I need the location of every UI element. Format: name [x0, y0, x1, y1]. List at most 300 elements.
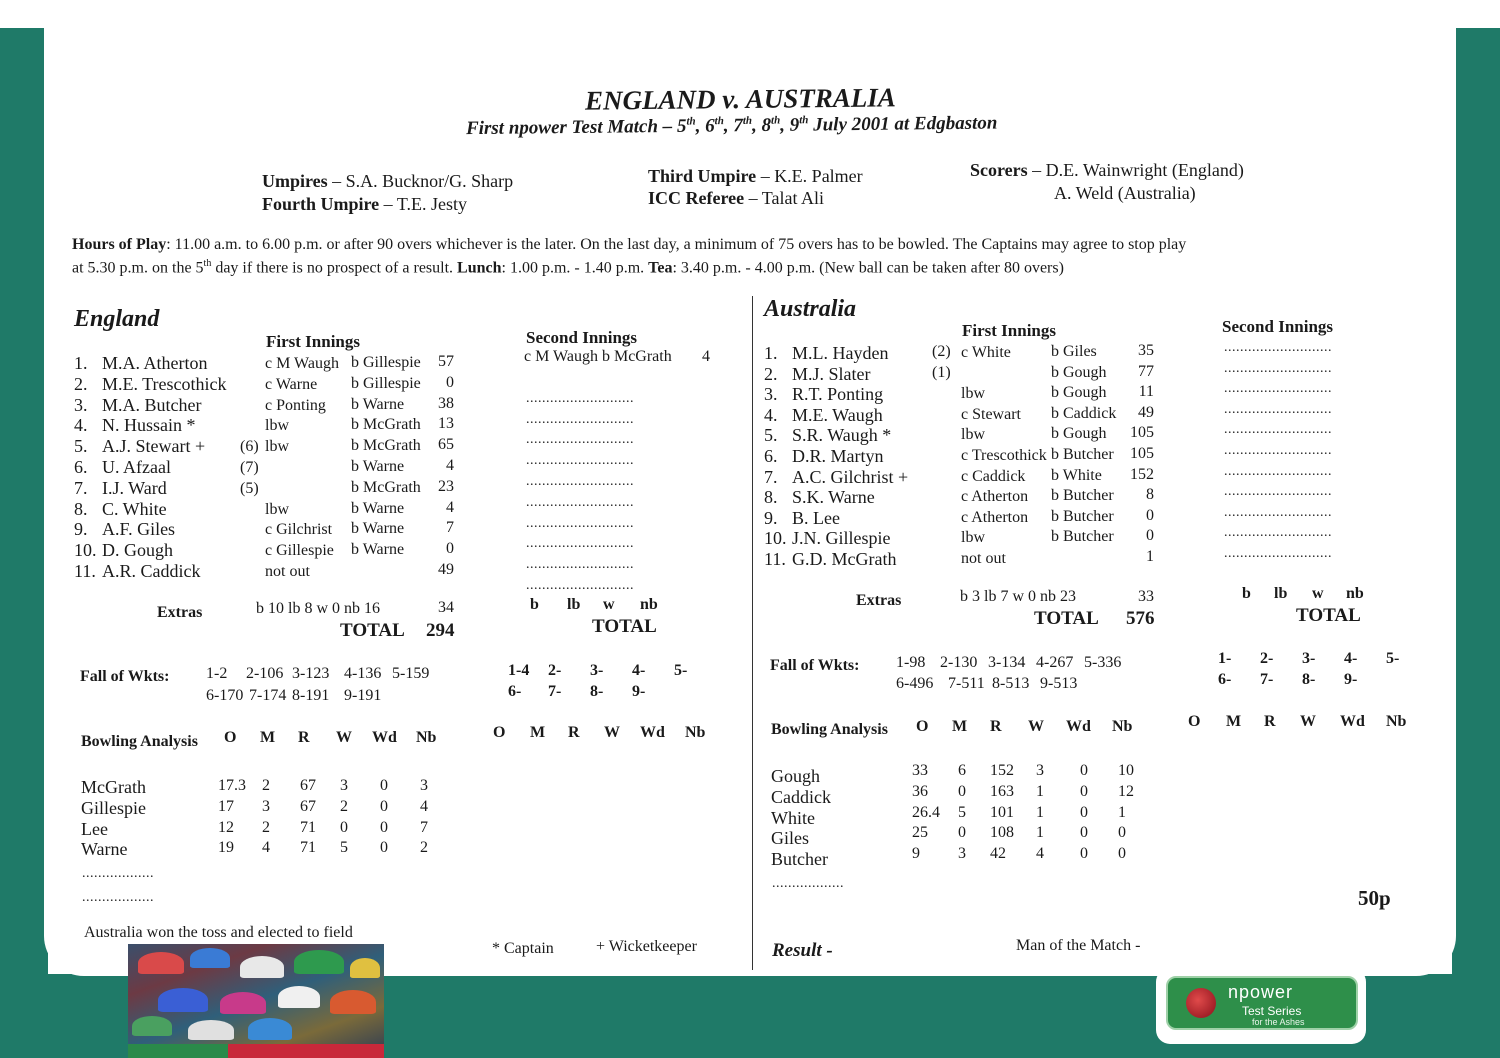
bowling-col-header: Nb [1386, 713, 1407, 730]
australia-total: 576 [1126, 608, 1155, 629]
bowler-name: White [771, 807, 815, 828]
batsman-number: 8. [74, 498, 88, 519]
bowler: b Butcher [1051, 507, 1114, 525]
batsman-runs: 8 [1146, 486, 1154, 504]
bowling-figure: 0 [340, 818, 348, 836]
bowling-figure: 26.4 [912, 803, 940, 821]
second-extras-item: lb [1274, 585, 1288, 602]
dotted-line: ........................... [526, 411, 634, 427]
fourth-umpire: Fourth Umpire – T.E. Jesty [262, 194, 468, 214]
batsman-runs: 4 [446, 457, 454, 474]
dismissal: lbw [265, 438, 289, 456]
batsman-runs: 0 [1146, 506, 1154, 524]
australia-extras-detail: b 3 lb 7 w 0 nb 23 [960, 588, 1076, 605]
dismissal: lbw [961, 426, 985, 444]
captain-key: * Captain [492, 940, 554, 957]
wicketkeeper-key: + Wicketkeeper [596, 938, 697, 955]
batsman-number: 9. [764, 507, 778, 528]
dotted-line: ........................... [526, 474, 634, 489]
england-extras-label: Extras [157, 604, 203, 621]
bowling-col-header: W [1028, 718, 1044, 735]
fow-entry: 7- [1260, 671, 1274, 688]
bowling-figure: 3 [340, 777, 348, 794]
bowling-figure: 2 [420, 839, 428, 857]
fow-entry: 6-496 [896, 675, 934, 692]
bowling-figure: 10 [1118, 762, 1134, 779]
fow-entry: 1-2 [206, 665, 228, 682]
second-extras-item: b [530, 596, 539, 613]
batsman-name: J.N. Gillespie [792, 528, 891, 549]
bowler: b Warne [351, 395, 405, 413]
bowler: b Butcher [1051, 528, 1114, 546]
bowling-figure: 6 [958, 762, 966, 779]
bowler: b McGrath [351, 437, 421, 455]
bowler: b Warne [351, 520, 405, 538]
dismissal: c White [961, 344, 1011, 361]
fow-entry: 5- [1386, 650, 1400, 667]
bowling-figure: 9 [912, 845, 920, 863]
umpires: Umpires – S.A. Bucknor/G. Sharp [262, 171, 514, 191]
bowling-col-header: Wd [372, 729, 397, 746]
bowler: b Gough [1051, 363, 1107, 381]
bowler: b McGrath [351, 478, 421, 496]
cricket-ball-icon [1186, 988, 1216, 1018]
batsman-number: 4. [764, 404, 778, 425]
bowling-col-header: O [493, 724, 506, 741]
england-second-innings-line-1: c M Waugh b McGrath [524, 348, 672, 365]
bowling-col-header: Nb [685, 724, 706, 741]
batsman-name: A.J. Stewart + [102, 436, 206, 457]
bowler: b Gillespie [351, 374, 421, 392]
dotted-line: ........................... [526, 536, 634, 552]
scorers-2: A. Weld (Australia) [1054, 183, 1196, 203]
dotted-line: ........................... [526, 494, 634, 510]
bowling-figure: 0 [380, 818, 388, 836]
bowling-figure: 0 [958, 782, 966, 800]
dotted-line: ........................... [1224, 525, 1332, 541]
bowler: b Warne [351, 499, 405, 517]
bowling-col-header: R [568, 724, 580, 741]
bowling-figure: 1 [1036, 782, 1044, 800]
bowling-figure: 3 [1036, 762, 1044, 779]
second-extras-item: b [1242, 585, 1251, 602]
batsman-name: S.R. Waugh * [792, 425, 892, 446]
bowling-figure: 3 [420, 777, 428, 794]
second-extras-item: w [1312, 585, 1324, 602]
fow-entry: 8-513 [992, 675, 1030, 692]
fow-entry: 5-159 [392, 665, 430, 682]
australia-bowling-dots: .................. [772, 876, 844, 891]
fow-entry: 4- [632, 662, 646, 679]
bowling-figure: 7 [420, 818, 428, 836]
dismissal: c Trescothick [961, 447, 1047, 464]
bowling-figure: 4 [1036, 845, 1044, 863]
bowling-col-header: W [336, 729, 352, 746]
batting-position: (5) [240, 479, 259, 497]
australia-extras-total: 33 [1138, 588, 1154, 605]
fow-entry: 5-336 [1084, 654, 1122, 671]
batsman-runs: 7 [446, 519, 454, 537]
column-divider [752, 296, 753, 970]
fow-entry: 3- [1302, 650, 1316, 667]
fow-entry: 4-267 [1036, 654, 1074, 671]
australia-second-total-label: TOTAL [1296, 605, 1361, 626]
bowling-col-header: M [530, 724, 546, 741]
man-of-the-match-label: Man of the Match - [1016, 937, 1141, 954]
dotted-line: ........................... [526, 515, 634, 531]
batsman-number: 7. [764, 466, 778, 487]
batsman-number: 3. [74, 394, 88, 415]
england-bowling-dots-1: .................. [82, 866, 154, 881]
dismissal: lbw [961, 385, 985, 403]
bowling-col-header: M [260, 729, 276, 746]
hours-of-play-2: at 5.30 p.m. on the 5th day if there is no prospect of a result. Lunch: 1.00 p.m. - 1.40 p.m. Tea: 3.40 p.m. - 4.00 p.m. (New ball can be taken after 80 overs) [72, 258, 1064, 277]
dismissal: c Warne [265, 375, 318, 393]
dotted-line: ........................... [1224, 381, 1332, 397]
batsman-number: 7. [74, 477, 88, 498]
batsman-name: M.J. Slater [792, 363, 871, 384]
bowling-figure: 12 [218, 818, 234, 836]
batsman-name: U. Afzaal [102, 457, 171, 477]
fow-entry: 1- [1218, 650, 1232, 667]
dotted-line: ........................... [1224, 340, 1332, 355]
dismissal: lbw [265, 417, 289, 435]
batsman-runs: 105 [1130, 445, 1154, 462]
batsman-runs: 0 [446, 373, 454, 391]
batsman-runs: 35 [1138, 342, 1154, 359]
bowling-figure: 3 [262, 797, 270, 815]
batsman-number: 10. [74, 540, 97, 561]
batsman-number: 6. [764, 446, 778, 466]
batsman-runs: 77 [1138, 362, 1154, 380]
dotted-line: ........................... [1224, 422, 1332, 438]
batsman-name: D. Gough [102, 540, 173, 561]
batsman-number: 6. [74, 457, 88, 477]
australia-heading: Australia [764, 296, 857, 322]
australia-bowling-label: Bowling Analysis [771, 721, 888, 738]
bowler: b McGrath [351, 416, 421, 434]
england-extras-total: 34 [438, 599, 454, 616]
bowling-figure: 152 [990, 762, 1014, 779]
bowling-col-header: O [224, 729, 237, 746]
bowling-col-header: O [916, 718, 929, 735]
result-label: Result - [772, 940, 833, 961]
second-extras-item: lb [567, 596, 581, 613]
bowling-figure: 71 [300, 839, 316, 857]
fow-entry: 1-4 [508, 662, 530, 679]
bowling-figure: 0 [380, 839, 388, 857]
batsman-number: 10. [764, 528, 787, 549]
batting-position: (7) [240, 459, 259, 476]
batsman-runs: 49 [438, 561, 454, 578]
batting-position: (6) [240, 438, 259, 456]
england-extras-detail: b 10 lb 8 w 0 nb 16 [256, 600, 380, 617]
batsman-number: 11. [764, 549, 786, 569]
npower-test-series-logo [1156, 968, 1366, 1044]
match-subtitle: First npower Test Match – 5th, 6th, 7th, 8th, 9th July 2001 at Edgbaston [465, 112, 998, 140]
dotted-line: ........................... [1224, 504, 1332, 520]
third-umpire: Third Umpire – K.E. Palmer [648, 166, 863, 186]
fow-entry: 8- [1302, 671, 1316, 688]
fow-entry: 9-191 [344, 687, 382, 704]
bowling-figure: 5 [958, 803, 966, 821]
dismissal: lbw [265, 500, 289, 518]
dismissal: not out [961, 550, 1006, 567]
bowling-col-header: R [298, 729, 310, 746]
fow-entry: 4-136 [344, 665, 382, 682]
scorers: Scorers – D.E. Wainwright (England) [970, 160, 1244, 180]
dismissal: c Stewart [961, 405, 1021, 423]
bowler-name: Butcher [771, 849, 828, 870]
england-total: 294 [426, 620, 455, 641]
fow-entry: 6-170 [206, 687, 244, 704]
bowling-figure: 0 [380, 797, 388, 815]
batsman-runs: 0 [446, 540, 454, 558]
batsman-name: M.E. Trescothick [102, 373, 227, 394]
england-bowling-label: Bowling Analysis [81, 733, 198, 750]
fow-entry: 2-106 [246, 665, 284, 682]
bowler: b Giles [1051, 343, 1097, 360]
batsman-name: I.J. Ward [102, 477, 167, 498]
dotted-line: ........................... [1224, 463, 1332, 479]
fow-entry: 6- [1218, 671, 1232, 688]
bowling-figure: 0 [1080, 824, 1088, 842]
england-heading: England [74, 306, 160, 332]
fow-entry: 1-98 [896, 654, 926, 671]
dotted-line: ........................... [526, 578, 634, 593]
bowling-figure: 0 [1080, 845, 1088, 863]
dotted-line: ........................... [526, 390, 634, 406]
bowling-figure: 17 [218, 797, 234, 815]
batsman-runs: 49 [1138, 403, 1154, 421]
batsman-runs: 57 [438, 353, 454, 370]
bowling-figure: 0 [1080, 803, 1088, 821]
bowling-figure: 0 [1080, 762, 1088, 779]
dotted-line: ........................... [1224, 484, 1332, 500]
bowling-col-header: Wd [640, 724, 665, 741]
bowling-figure: 42 [990, 845, 1006, 863]
crowd-umbrellas-photo [128, 944, 384, 1058]
fow-entry: 3- [590, 662, 604, 679]
fow-entry: 4- [1344, 650, 1358, 667]
bowler-name: Giles [771, 828, 809, 849]
bowling-figure: 0 [1118, 845, 1126, 863]
batsman-number: 1. [764, 343, 778, 363]
dotted-line: ........................... [526, 453, 634, 469]
fow-entry: 6- [508, 683, 522, 700]
bowling-figure: 67 [300, 777, 316, 794]
bowling-figure: 12 [1118, 782, 1134, 800]
bowling-figure: 25 [912, 824, 928, 842]
bowling-col-header: Nb [1112, 718, 1133, 735]
batsman-runs: 152 [1130, 465, 1154, 483]
batsman-runs: 13 [438, 415, 454, 433]
australia-extras-label: Extras [856, 592, 902, 609]
england-second-innings-heading: Second Innings [526, 328, 638, 347]
bowling-figure: 36 [912, 782, 928, 800]
bowling-figure: 19 [218, 839, 234, 857]
australia-total-label: TOTAL [1034, 608, 1099, 629]
bowling-figure: 101 [990, 803, 1014, 821]
batsman-number: 2. [764, 363, 778, 384]
bowling-col-header: O [1188, 713, 1201, 730]
batsman-runs: 105 [1130, 424, 1154, 442]
england-second-total-label: TOTAL [592, 616, 657, 637]
bowler-name: Gough [771, 766, 820, 786]
bowler: b Caddick [1051, 404, 1117, 422]
fow-entry: 9- [1344, 671, 1358, 688]
logo-brand: npower [1228, 982, 1294, 1002]
second-extras-item: nb [640, 596, 658, 613]
price: 50p [1358, 886, 1391, 910]
bowler-name: Warne [81, 839, 128, 860]
dotted-line: ........................... [1224, 360, 1332, 376]
bowling-col-header: M [1226, 713, 1242, 730]
bowler-name: Gillespie [81, 797, 146, 818]
batsman-name: R.T. Ponting [792, 384, 884, 405]
batsman-name: B. Lee [792, 507, 840, 528]
bowler: b Gough [1051, 425, 1107, 443]
batsman-number: 5. [74, 436, 88, 457]
second-extras-item: w [603, 596, 615, 613]
bowling-col-header: Wd [1340, 713, 1365, 730]
batsman-name: M.E. Waugh [792, 404, 883, 425]
batsman-name: N. Hussain * [102, 415, 196, 436]
hours-of-play: Hours of Play: 11.00 a.m. to 6.00 p.m. or after 90 overs whichever is the later. On the last day, a minimum of 75 overs has to be bowled. The Captains may agree to stop play [72, 236, 1187, 253]
batsman-number: 9. [74, 519, 88, 540]
fow-entry: 8- [590, 683, 604, 700]
dismissal: c Atherton [961, 488, 1029, 506]
logo-subtitle-2: for the Ashes [1252, 1017, 1305, 1027]
bowling-figure: 5 [340, 839, 348, 857]
fow-entry: 8-191 [292, 687, 330, 704]
bowler-name: McGrath [81, 777, 146, 797]
batsman-runs: 65 [438, 436, 454, 454]
fow-entry: 2-130 [940, 654, 978, 671]
toss-note: Australia won the toss and elected to field [84, 924, 353, 941]
bowling-figure: 2 [262, 818, 270, 836]
england-bowling-dots-2: .................. [82, 890, 154, 905]
fow-entry: 2- [1260, 650, 1274, 667]
bowling-figure: 1 [1036, 803, 1044, 821]
bowler: b White [1051, 466, 1102, 484]
batsman-name: M.A. Butcher [102, 394, 202, 415]
logo-subtitle: Test Series [1242, 1004, 1302, 1018]
fow-entry: 3-134 [988, 654, 1026, 671]
batsman-runs: 4 [446, 498, 454, 516]
batting-position: (1) [932, 363, 951, 381]
england-second-innings-runs-1: 4 [702, 348, 710, 365]
bowling-figure: 108 [990, 824, 1014, 842]
batsman-name: G.D. McGrath [792, 549, 897, 569]
bowler: b Warne [351, 458, 405, 475]
photo-color-strip [128, 1044, 384, 1058]
batsman-runs: 1 [1146, 548, 1154, 565]
batsman-number: 8. [764, 487, 778, 508]
bowler: b Warne [351, 541, 405, 559]
icc-referee: ICC Referee – Talat Ali [648, 188, 825, 208]
fow-entry: 5- [674, 662, 688, 679]
batsman-number: 4. [74, 415, 88, 436]
dismissal: lbw [961, 529, 985, 547]
bowling-figure: 2 [340, 797, 348, 815]
bowling-figure: 0 [1080, 782, 1088, 800]
batsman-runs: 23 [438, 477, 454, 495]
england-total-label: TOTAL [340, 620, 405, 641]
bowling-figure: 17.3 [218, 777, 246, 794]
batsman-name: M.A. Atherton [102, 353, 208, 373]
england-first-innings-heading: First Innings [266, 332, 360, 351]
bowling-figure: 1 [1036, 824, 1044, 842]
fow-entry: 9-513 [1040, 675, 1078, 692]
batsman-number: 2. [74, 373, 88, 394]
batsman-runs: 11 [1138, 383, 1154, 401]
bowling-col-header: Wd [1066, 718, 1091, 735]
batsman-number: 5. [764, 425, 778, 446]
batsman-number: 1. [74, 353, 88, 373]
batsman-runs: 38 [438, 394, 454, 412]
australia-fow-label: Fall of Wkts: [770, 657, 860, 674]
second-extras-item: nb [1346, 585, 1364, 602]
bowling-figure: 2 [262, 777, 270, 794]
batsman-name: A.F. Giles [102, 519, 176, 540]
dotted-line: ........................... [526, 432, 634, 448]
bowling-figure: 33 [912, 762, 928, 779]
batsman-number: 11. [74, 561, 96, 581]
fow-entry: 2- [548, 662, 562, 679]
bowling-figure: 0 [958, 824, 966, 842]
dismissal: not out [265, 563, 310, 580]
bowling-col-header: R [1264, 713, 1276, 730]
batsman-name: C. White [102, 498, 167, 519]
dotted-line: ........................... [526, 557, 634, 573]
bowler-name: Caddick [771, 786, 831, 807]
batsman-name: A.R. Caddick [102, 561, 201, 581]
bowling-figure: 67 [300, 797, 316, 815]
dismissal: c Gillespie [265, 542, 334, 560]
bowler: b Butcher [1051, 487, 1114, 505]
batting-position: (2) [932, 343, 951, 360]
batsman-number: 3. [764, 384, 778, 405]
batsman-name: S.K. Warne [792, 487, 875, 508]
fow-entry: 7-174 [249, 687, 287, 704]
match-title: ENGLAND v. AUSTRALIA [584, 82, 896, 116]
batsman-runs: 0 [1146, 527, 1154, 545]
fow-entry: 7-511 [948, 675, 985, 692]
dotted-line: ........................... [1224, 401, 1332, 417]
bowler: b Butcher [1051, 446, 1114, 463]
bowling-col-header: M [952, 718, 968, 735]
dismissal: c Atherton [961, 508, 1029, 526]
bowling-figure: 0 [1118, 824, 1126, 842]
australia-second-innings-heading: Second Innings [1222, 317, 1334, 336]
bowling-col-header: W [604, 724, 620, 741]
bowling-figure: 4 [262, 839, 270, 857]
bowling-figure: 0 [380, 777, 388, 794]
bowler: b Gough [1051, 384, 1107, 402]
bowling-col-header: Nb [416, 729, 437, 746]
bowling-figure: 71 [300, 818, 316, 836]
batsman-name: A.C. Gilchrist + [792, 466, 909, 487]
bowling-figure: 1 [1118, 803, 1126, 821]
australia-first-innings-heading: First Innings [962, 321, 1056, 340]
green-border-right [1452, 28, 1500, 1058]
dismissal: c Caddick [961, 467, 1026, 485]
bowling-figure: 4 [420, 797, 428, 815]
dotted-line: ........................... [1224, 443, 1332, 458]
bowling-col-header: R [990, 718, 1002, 735]
bowling-col-header: W [1300, 713, 1316, 730]
